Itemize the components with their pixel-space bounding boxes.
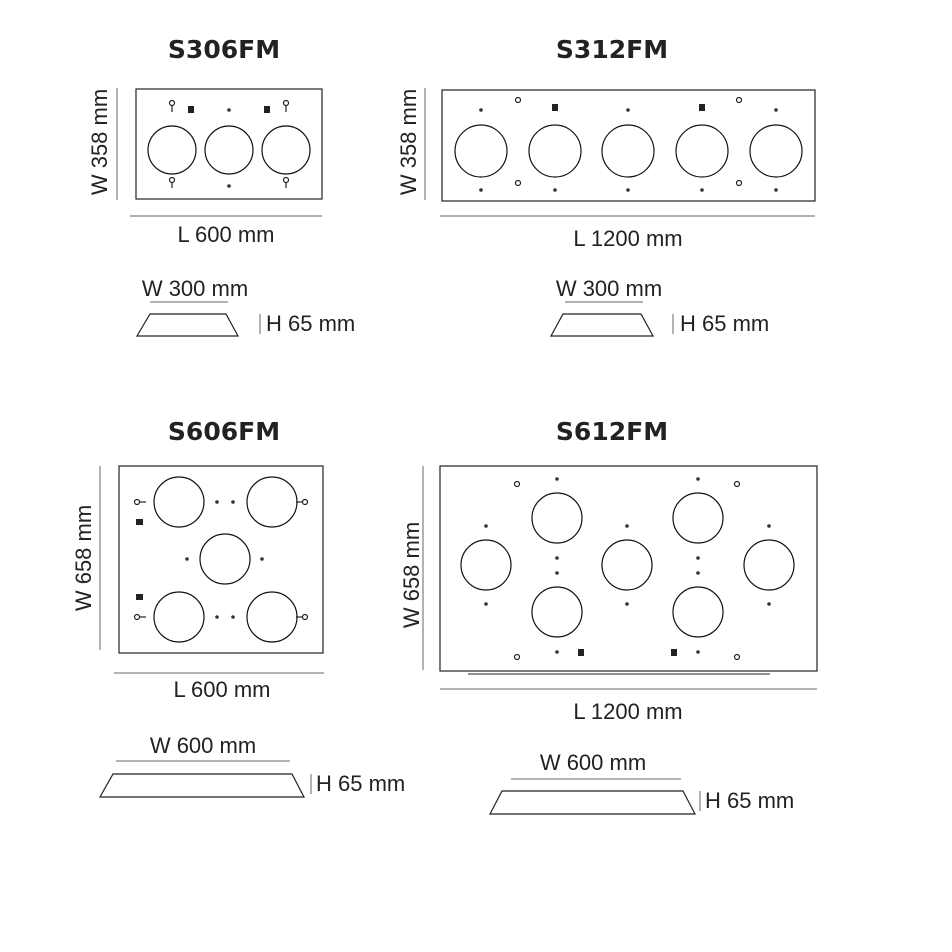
length-label: L 1200 mm [573, 226, 683, 251]
width-label: W 358 mm [396, 88, 421, 196]
product-title: S306FM [167, 35, 281, 64]
cutout-hole [744, 540, 794, 590]
cutout-hole [154, 592, 204, 642]
cutout-hole [148, 126, 196, 174]
cutout-hole [200, 534, 250, 584]
profile-width-label: W 300 mm [555, 276, 663, 301]
side-profile [100, 774, 304, 797]
profile-width-label: W 600 mm [539, 750, 647, 775]
cutout-hole [154, 477, 204, 527]
width-label: W 658 mm [71, 504, 96, 612]
cutout-hole [262, 126, 310, 174]
cutout-hole [529, 125, 581, 177]
product-title: S312FM [555, 35, 669, 64]
height-label: H 65 mm [705, 788, 795, 813]
profile-width-label: W 600 mm [149, 733, 257, 758]
side-profile [490, 791, 695, 814]
length-label: L 600 mm [177, 222, 275, 247]
cutout-hole [673, 587, 723, 637]
length-label: L 600 mm [173, 677, 271, 702]
product-title: S612FM [555, 417, 669, 446]
side-profile [551, 314, 653, 336]
cutout-hole [455, 125, 507, 177]
cutout-hole [602, 125, 654, 177]
height-label: H 65 mm [266, 311, 356, 336]
cutout-hole [532, 493, 582, 543]
profile-width-label: W 300 mm [141, 276, 249, 301]
product-s612fm [399, 417, 817, 814]
product-title: S606FM [167, 417, 281, 446]
cutout-hole [247, 592, 297, 642]
cutout-hole [673, 493, 723, 543]
width-label: W 358 mm [87, 88, 112, 196]
cutout-hole [247, 477, 297, 527]
cutout-hole [676, 125, 728, 177]
product-s306fm [87, 35, 355, 336]
length-label: L 1200 mm [573, 699, 683, 724]
product-s606fm [71, 417, 405, 797]
product-s312fm [396, 35, 815, 336]
height-label: H 65 mm [680, 311, 770, 336]
cutout-hole [532, 587, 582, 637]
cutout-hole [602, 540, 652, 590]
cutout-hole [461, 540, 511, 590]
width-label: W 658 mm [399, 521, 424, 629]
height-label: H 65 mm [316, 771, 406, 796]
side-profile [137, 314, 238, 336]
cutout-hole [205, 126, 253, 174]
cutout-hole [750, 125, 802, 177]
